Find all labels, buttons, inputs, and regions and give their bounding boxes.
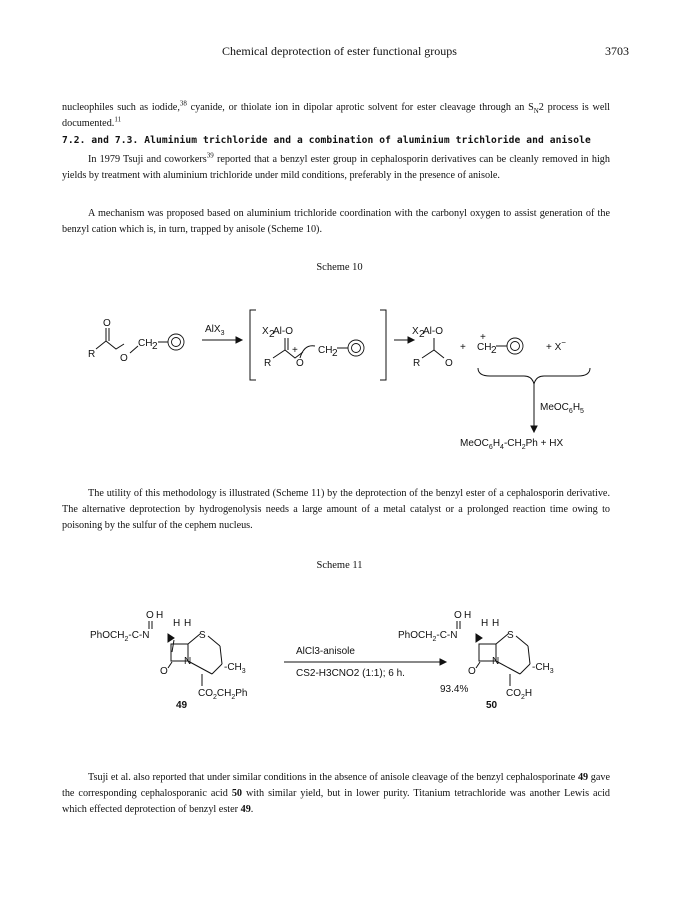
svg-text:CO2CH2Ph: $CO_2CH_2Ph$ (198, 688, 248, 701)
svg-text:N: N (492, 656, 500, 667)
paragraph-5 (62, 770, 610, 818)
p1-text-b: cyanide, or thiolate ion in dipolar aprotic solvent for ester cleavage through an S (186, 102, 534, 113)
svg-text:H: H (184, 618, 192, 629)
svg-text:H: H (492, 618, 500, 629)
svg-text:2: 2 (332, 348, 338, 359)
p1-ref-11: 11 (114, 115, 122, 124)
svg-text:-CH3: $-CH_3$ (224, 662, 246, 675)
svg-text:R: R (264, 358, 272, 369)
yield-text: 93.4% (440, 684, 469, 695)
svg-text:-CH3: $-CH_3$ (532, 662, 554, 675)
plus-sign-1: + (460, 342, 466, 353)
svg-text:S: S (507, 630, 514, 641)
scheme-11-diagram (0, 596, 679, 726)
p5-compound-50: 50 (231, 788, 242, 799)
svg-text:H: H (481, 618, 489, 629)
p5-text-d: . (250, 804, 254, 815)
svg-text:O: O (296, 358, 304, 369)
p5-compound-49: 49 (577, 772, 589, 783)
svg-text:H: H (173, 618, 181, 629)
x-minus-text: + X− (546, 338, 566, 353)
svg-text:2: 2 (269, 329, 275, 340)
benzyl-ester-structure (88, 318, 184, 364)
svg-text:R: R (413, 358, 421, 369)
svg-text:O: O (120, 353, 128, 364)
reagent-alx3: AlX$_3$ (205, 324, 225, 337)
svg-text:Al-O: Al-O (273, 326, 293, 337)
svg-text:H: H (156, 610, 164, 621)
svg-text:2: 2 (152, 341, 158, 352)
svg-text:H: H (464, 610, 472, 621)
compound-49-label: 49 (176, 700, 188, 711)
svg-text:2: 2 (419, 329, 425, 340)
svg-text:X: X (412, 326, 419, 337)
svg-text:PhOCH2-C-N: PhOCH$_2$-C-N (398, 630, 458, 643)
svg-text:O: O (146, 610, 154, 621)
compound-50-label: 50 (486, 700, 498, 711)
scheme-10-diagram (0, 280, 679, 455)
svg-text:+: + (480, 332, 486, 343)
p5-text-a: Tsuji et al. also reported that under similar conditions in the absence of anisole cleavage of the benzyl cephalosporinate (88, 772, 578, 783)
svg-text:N: N (184, 656, 192, 667)
scheme-10-label: Scheme 10 (316, 262, 363, 273)
svg-text:O: O (445, 358, 453, 369)
p5-text-c: with similar yield, but in lower purity. Titanium tetrachloride was another Lewis acid which effected deprotection of benzyl ester (62, 788, 610, 815)
svg-text:2: 2 (491, 345, 497, 356)
p5-text-b: gave the corresponding cephalosporanic acid (62, 772, 610, 799)
svg-text:X: X (262, 326, 269, 337)
svg-text:CH: CH (318, 345, 333, 356)
svg-text:O: O (103, 318, 111, 329)
svg-text:O: O (468, 666, 476, 677)
svg-text:CH: CH (138, 338, 153, 349)
svg-text:+: + (292, 345, 298, 356)
p5-compound-49-b: 49 (240, 804, 251, 815)
p1-subscript: N (533, 107, 539, 116)
scheme-11-label: Scheme 11 (316, 560, 363, 571)
conditions-text: CS2-H3CNO2 (1:1); 6 h. (296, 668, 405, 679)
paragraph-4: The utility of this methodology is illustrated (Scheme 11) by the deprotection of the benzyl ester of a cephalosporin derivative. The alternative deprotection by hydrogenolysis needs a large amount of a metal catalyst or a prolonged reaction time owing to poisoning by the sulfur of the cephem nucleus. (62, 488, 610, 531)
cephalosporanic-acid-50 (398, 610, 554, 711)
svg-text:CH: CH (477, 342, 492, 353)
page-number: 3703 (605, 44, 629, 58)
p1-text-a: nucleophiles such as iodide, (62, 102, 180, 113)
svg-text:PhOCH2-C-N: PhOCH$_2$-C-N (90, 630, 150, 643)
svg-text:S: S (199, 630, 206, 641)
reagent-alcl3-anisole: AlCl3-anisole (296, 646, 355, 657)
p2-text-b: reported that a benzyl ester group in cephalosporin derivatives can be cleanly removed in high yields by treatment with aluminium trichloride under mild conditions, preferably in the presence of anisole. (62, 154, 610, 181)
svg-text:MeOC6H4-CH2Ph + HX: $MeOC_6H_4-CH_2Ph$ + HX (460, 438, 564, 451)
svg-text:CO2H: $CO_2H$ (506, 688, 533, 701)
paragraph-3: A mechanism was proposed based on aluminium trichloride coordination with the carbonyl oxygen to assist generation of the benzyl cation which is, in turn, trapped by anisole (Scheme 10). (62, 208, 610, 235)
paragraph-1 (62, 100, 610, 132)
paragraph-2 (62, 152, 610, 184)
p2-text-a: In 1979 Tsuji and coworkers (88, 154, 207, 165)
svg-text:Al-O: Al-O (423, 326, 443, 337)
running-header: Chemical deprotection of ester functional groups (222, 44, 457, 58)
p2-ref-39: 39 (206, 151, 214, 160)
svg-text:MeOC6H5: $MeOC_6H_5$ (540, 402, 584, 415)
cephalosporin-ester-49 (90, 610, 248, 711)
p1-text-c: 2 process is well documented. (62, 102, 610, 129)
svg-text:O: O (454, 610, 462, 621)
svg-text:R: R (88, 349, 96, 360)
section-heading: 7.2. and 7.3. Aluminium trichloride and a combination of aluminium trichloride and anisole (62, 135, 591, 146)
svg-text:O: O (160, 666, 168, 677)
p1-ref-38: 38 (179, 99, 187, 108)
